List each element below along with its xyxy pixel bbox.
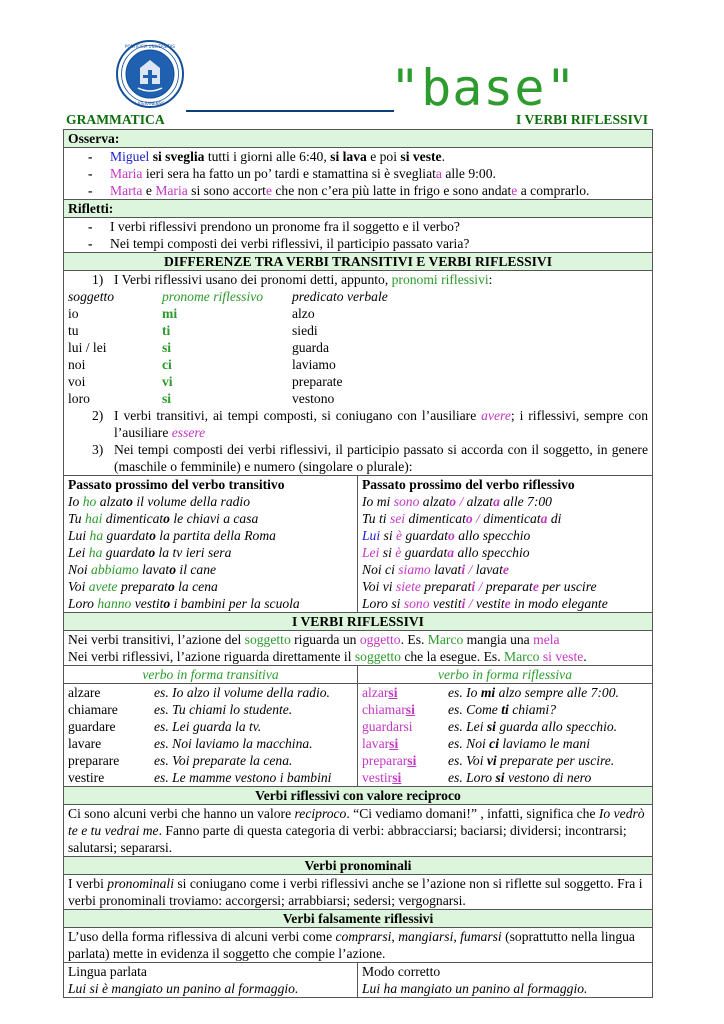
passato-riflessivo-heading: Passato prossimo del verbo riflessivo <box>362 477 575 492</box>
transitive-form-heading: verbo in forma transitiva <box>64 666 357 684</box>
transitive-verb-row <box>64 735 357 752</box>
differenze-section <box>64 271 652 475</box>
reflexive-example: Voi vi siete preparati / preparate per uscire <box>362 579 597 594</box>
reflexive-pronoun-cell: ci <box>162 357 172 372</box>
passato-prossimo-table <box>64 475 652 612</box>
osserva-sentence-1: - Miguel si sveglia tutti i giorni alle 6:40, si lava e poi si veste. <box>88 149 445 164</box>
verb-infinitive: preparare <box>68 753 120 768</box>
verb-example: es. Voi preparate la cena. <box>154 753 293 768</box>
pronoun-row <box>68 373 648 390</box>
verb-infinitive: guardare <box>68 719 116 734</box>
subject-cell: tu <box>68 323 79 338</box>
verb-example: es. Lei si guarda allo specchio. <box>448 719 618 734</box>
reflexive-verb-row <box>358 752 652 769</box>
transitive-example: Lui ha guardato la partita della Roma <box>68 528 276 543</box>
reflexive-example: Noi ci siamo lavati / lavate <box>362 562 509 577</box>
modo-corretto-example: Lui ha mangiato un panino al formaggio. <box>362 981 588 996</box>
verb-example: es. Lei guarda la tv. <box>154 719 262 734</box>
pronoun-row <box>68 390 648 407</box>
title-underline <box>186 110 394 112</box>
verb-infinitive: guardarsi <box>362 719 413 734</box>
reflexive-verb-row <box>358 718 652 735</box>
falsamente-heading: Verbi falsamente riflessivi <box>64 909 652 928</box>
university-seal-logo <box>116 40 184 108</box>
subject-cell: lui / lei <box>68 340 107 355</box>
verb-example: es. Io mi alzo sempre alle 7:00. <box>448 685 619 700</box>
passato-riflessivo-column <box>358 476 652 612</box>
subject-cell: io <box>68 306 79 321</box>
reflexive-example: Lei si è guardata allo specchio <box>362 545 530 560</box>
reflexive-form-heading: verbo in forma riflessiva <box>358 666 652 684</box>
point-2: 2) I verbi transitivi, ai tempi composti, si coniugano con l’ausiliare avere; i riflessivi, sempre con l’ausiliare essere <box>92 408 648 440</box>
reflexive-verb-row <box>358 684 652 701</box>
reflexive-pronoun-cell: si <box>162 391 172 406</box>
riflessivi-intro <box>64 631 652 665</box>
verb-infinitive: chiamarsi <box>362 702 415 717</box>
transitive-example: Lei ha guardato la tv ieri sera <box>68 545 232 560</box>
lingua-parlata-column <box>64 963 358 997</box>
falsamente-text: L’uso della forma riflessiva di alcuni verbi come comprarsi, mangiarsi, fumarsi (soprattutto nella lingua parlata) mette in evidenza il soggetto che compie l’azione. <box>68 929 635 961</box>
pronoun-row <box>68 305 648 322</box>
verb-example: es. Noi laviamo la macchina. <box>154 736 313 751</box>
subject-cell: voi <box>68 374 86 389</box>
reflexive-example: Io mi sono alzato / alzata alle 7:00 <box>362 494 552 509</box>
verb-forms-table <box>64 665 652 786</box>
riflessivi-line-1: Nei verbi transitivi, l’azione del soggetto riguarda un oggetto. Es. Marco mangia una mela <box>68 632 560 647</box>
transitive-form-column <box>64 666 358 786</box>
reflexive-pronoun-cell: vi <box>162 374 173 389</box>
transitive-example: Io ho alzato il volume della radio <box>68 494 251 509</box>
transitive-verb-row <box>64 769 357 786</box>
document-title: "base" <box>390 59 577 117</box>
point-3: 3) Nei tempi composti dei verbi riflessivi, il participio passato si accorda con il soggetto, in genere (maschile o femminile) e numero (singolare o plurale): <box>92 442 648 474</box>
transitive-example: Noi abbiamo lavato il cane <box>68 562 217 577</box>
verb-infinitive: chiamare <box>68 702 118 717</box>
pronoun-row <box>68 322 648 339</box>
verb-infinitive: prepararsi <box>362 753 417 768</box>
transitive-verb-row <box>64 718 357 735</box>
transitive-verb-row <box>64 684 357 701</box>
lingua-parlata-example: Lui si è mangiato un panino al formaggio. <box>68 981 299 996</box>
rifletti-question-1: - I verbi riflessivi prendono un pronome fra il soggetto e il verbo? <box>88 219 460 234</box>
passato-transitivo-heading: Passato prossimo del verbo transitivo <box>68 477 285 492</box>
transitive-example: Loro hanno vestito i bambini per la scuola <box>68 596 300 611</box>
reflexive-verb-row <box>358 701 652 718</box>
verb-infinitive: alzare <box>68 685 101 700</box>
svg-text:LATERANENSIS: LATERANENSIS <box>135 101 165 106</box>
osserva-sentence-3: - Marta e Maria si sono accorte che non c’era più latte in frigo e sono andate a comprarlo. <box>88 183 590 198</box>
verb-infinitive: vestirsi <box>362 770 402 785</box>
verb-example: es. Tu chiami lo studente. <box>154 702 293 717</box>
lingua-parlata-heading: Lingua parlata <box>68 964 147 979</box>
verb-infinitive: lavarsi <box>362 736 399 751</box>
verbi-riflessivi-heading: I VERBI RIFLESSIVI <box>64 612 652 631</box>
riflessivi-line-2: Nei verbi riflessivi, l’azione riguarda direttamente il soggetto che la esegue. Es. Marco si veste. <box>68 649 587 664</box>
osserva-sentence-2: - Maria ieri sera ha fatto un po’ tardi e stamattina si è svegliata alle 9:00. <box>88 166 496 181</box>
reflexive-form-column <box>358 666 652 786</box>
subject-cell: noi <box>68 357 86 372</box>
reflexive-example: Lui si è guardato allo specchio <box>362 528 531 543</box>
rifletti-section <box>64 218 652 252</box>
reflexive-verb-row <box>358 735 652 752</box>
verb-cell: vestono <box>292 391 335 406</box>
verb-infinitive: alzarsi <box>362 685 398 700</box>
verb-cell: siedi <box>292 323 318 338</box>
subject-label: GRAMMATICA <box>66 112 165 127</box>
rifletti-question-2: - Nei tempi composti dei verbi riflessivi, il participio passato varia? <box>88 236 470 251</box>
pronoun-table-head: soggetto pronome riflessivo predicato verbale <box>68 289 388 304</box>
falsamente-examples <box>64 962 652 997</box>
reflexive-pronoun-cell: mi <box>162 306 178 321</box>
transitive-verb-row <box>64 701 357 718</box>
pronoun-row <box>68 356 648 373</box>
reciproco-text: Ci sono alcuni verbi che hanno un valore reciproco. “Ci vediamo domani!” , infatti, significa che Io vedrò te e tu vedrai me. Fanno parte di questa categoria di verbi: abbracciarsi; baciarsi; dividersi; incontrarsi; salutarsi; separarsi. <box>68 806 645 855</box>
verb-example: es. Voi vi preparate per uscire. <box>448 753 615 768</box>
verb-cell: preparate <box>292 374 343 389</box>
osserva-heading: Osserva: <box>64 130 652 148</box>
subject-cell: loro <box>68 391 90 406</box>
reflexive-pronoun-cell: ti <box>162 323 171 338</box>
verb-infinitive: lavare <box>68 736 102 751</box>
reflexive-pronoun-cell: si <box>162 340 172 355</box>
passato-transitivo-column <box>64 476 358 612</box>
reflexive-verb-row <box>358 769 652 786</box>
verb-example: es. Le mamme vestono i bambini <box>154 770 332 785</box>
topic-label: I VERBI RIFLESSIVI <box>516 112 648 127</box>
svg-text:PONTIFICIA UNIVERSITAS: PONTIFICIA UNIVERSITAS <box>125 44 175 49</box>
transitive-example: Tu hai dimenticato le chiavi a casa <box>68 511 259 526</box>
osserva-section <box>64 148 652 199</box>
pronominali-heading: Verbi pronominali <box>64 856 652 875</box>
rifletti-heading: Rifletti: <box>64 199 652 218</box>
point-1: 1) I Verbi riflessivi usano dei pronomi detti, appunto, pronomi riflessivi: <box>92 272 493 287</box>
reflexive-example: Tu ti sei dimenticato / dimenticata di <box>362 511 562 526</box>
reflexive-example: Loro si sono vestiti / vestite in modo elegante <box>362 596 608 611</box>
reciproco-heading: Verbi riflessivi con valore reciproco <box>64 786 652 805</box>
verb-example: es. Noi ci laviamo le mani <box>448 736 590 751</box>
pronoun-row <box>68 339 648 356</box>
verb-cell: alzo <box>292 306 315 321</box>
verb-cell: guarda <box>292 340 329 355</box>
verb-cell: laviamo <box>292 357 336 372</box>
differenze-heading: DIFFERENZE TRA VERBI TRANSITIVI E VERBI RIFLESSIVI <box>64 252 652 271</box>
verb-example: es. Loro si vestono di nero <box>448 770 592 785</box>
verb-example: es. Come ti chiami? <box>448 702 556 717</box>
pronoun-table <box>68 305 648 407</box>
pronominali-text: I verbi pronominali si coniugano come i verbi riflessivi anche se l’azione non si riflette sul soggetto. Fra i verbi pronominali troviamo: accorgersi; arrabbiarsi; sedersi; vergognarsi. <box>68 876 643 908</box>
lesson-document <box>63 129 653 998</box>
modo-corretto-column <box>358 963 652 997</box>
verb-infinitive: vestire <box>68 770 105 785</box>
modo-corretto-heading: Modo corretto <box>362 964 441 979</box>
transitive-verb-row <box>64 752 357 769</box>
transitive-example: Voi avete preparato la cena <box>68 579 218 594</box>
verb-example: es. Io alzo il volume della radio. <box>154 685 330 700</box>
page-header <box>0 0 724 128</box>
